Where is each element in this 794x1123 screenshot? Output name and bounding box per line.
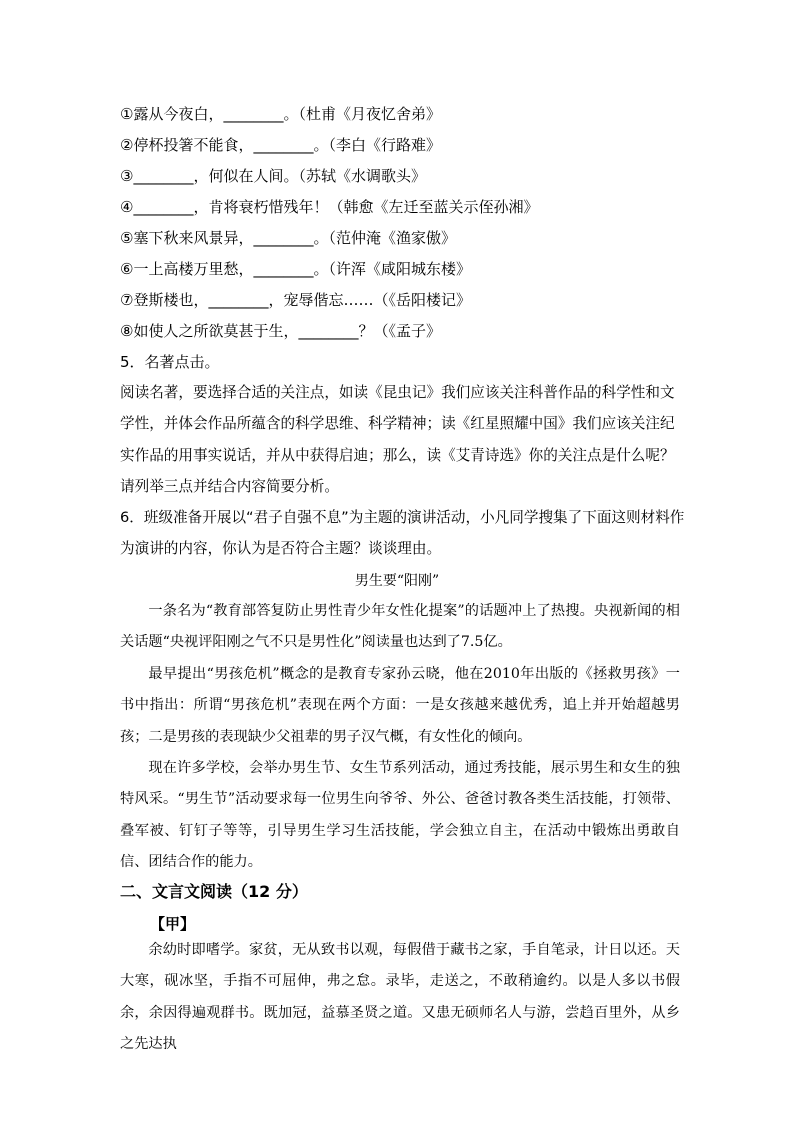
q5-body: 阅读名著，要选择合适的关注点，如读《昆虫记》我们应该关注科普作品的科学性和文学性，并体会作品所蕴含的科学思维、科学精神；读《红星照耀中国》我们应该关注纪实作品的用事实说话，并从中获得启迪；那么，读《艾青诗选》你的关注点是什么呢？请列举三点并结合内容简要分析。 [120,384,675,495]
recitation-item-5: ⑤塞下秋来风景异，________。（范仲淹《渔家傲》 [120,229,456,247]
recitation-item-4: ④________，肯将衰朽惜残年！（韩愈《左迁至蓝关示侄孙湘》 [120,198,539,216]
article-paragraph-3: 现在许多学校，会举办男生节、女生节系列活动，通过秀技能，展示男生和女生的独特风采。“男生节”活动要求每一位男生向爷爷、外公、爸爸讨教各类生活技能，打领带、叠军被、钉钉子等等，引导男生学习生活技能，学会独立自主，在活动中锻炼出勇敢自信、团结合作的能力。 [120,760,680,870]
recitation-item-8: ⑧如使人之所欲莫甚于生，________？（《孟子》 [120,322,441,340]
recitation-item-3: ③________，何似在人间。（苏轼《水调歌头》 [120,167,426,185]
recitation-item-1: ①露从今夜白，________。（杜甫《月夜忆舍弟》 [120,105,441,123]
passage-label-jia: 【甲】 [150,915,196,933]
section-heading: 二、文言文阅读（12 分） [120,882,308,901]
q5-heading: 5．名著点击。 [120,353,220,371]
classical-passage: 余幼时即嗜学。家贫，无从致书以观，每假借于藏书之家，手自笔录，计日以还。天大寒，砚冰坚，手指不可屈伸，弗之怠。录毕，走送之，不敢稍逾约。以是人多以书假余，余因得遍观群书。既加冠，益慕圣贤之道。又患无硕师名人与游，尝趋百里外，从乡之先达执 [120,942,680,1052]
article-paragraph-2: 最早提出“男孩危机”概念的是教育专家孙云晓，他在2010年出版的《拯救男孩》一书中指出：所谓“男孩危机”表现在两个方面：一是女孩越来越优秀，追上并开始超越男孩；二是男孩的表现缺少父祖辈的男子汉气概，有女性化的倾向。 [120,666,680,745]
recitation-item-7: ⑦登斯楼也，________，宠辱偕忘……（《岳阳楼记》 [120,291,471,309]
recitation-item-2: ②停杯投箸不能食，________。（李白《行路难》 [120,136,441,154]
q6-body: 6．班级准备开展以“君子自强不息”为主题的演讲活动，小凡同学搜集了下面这则材料作为演讲的内容，你认为是否符合主题？谈谈理由。 [120,509,685,558]
article-title: 男生要“阳刚” [354,573,440,589]
recitation-item-6: ⑥一上高楼万里愁，________。（许浑《咸阳城东楼》 [120,260,471,278]
article-paragraph-1: 一条名为“教育部答复防止男性青少年女性化提案”的话题冲上了热搜。央视新闻的相关话题“央视评阳刚之气不只是男性化”阅读量也达到了7.5亿。 [120,603,680,651]
